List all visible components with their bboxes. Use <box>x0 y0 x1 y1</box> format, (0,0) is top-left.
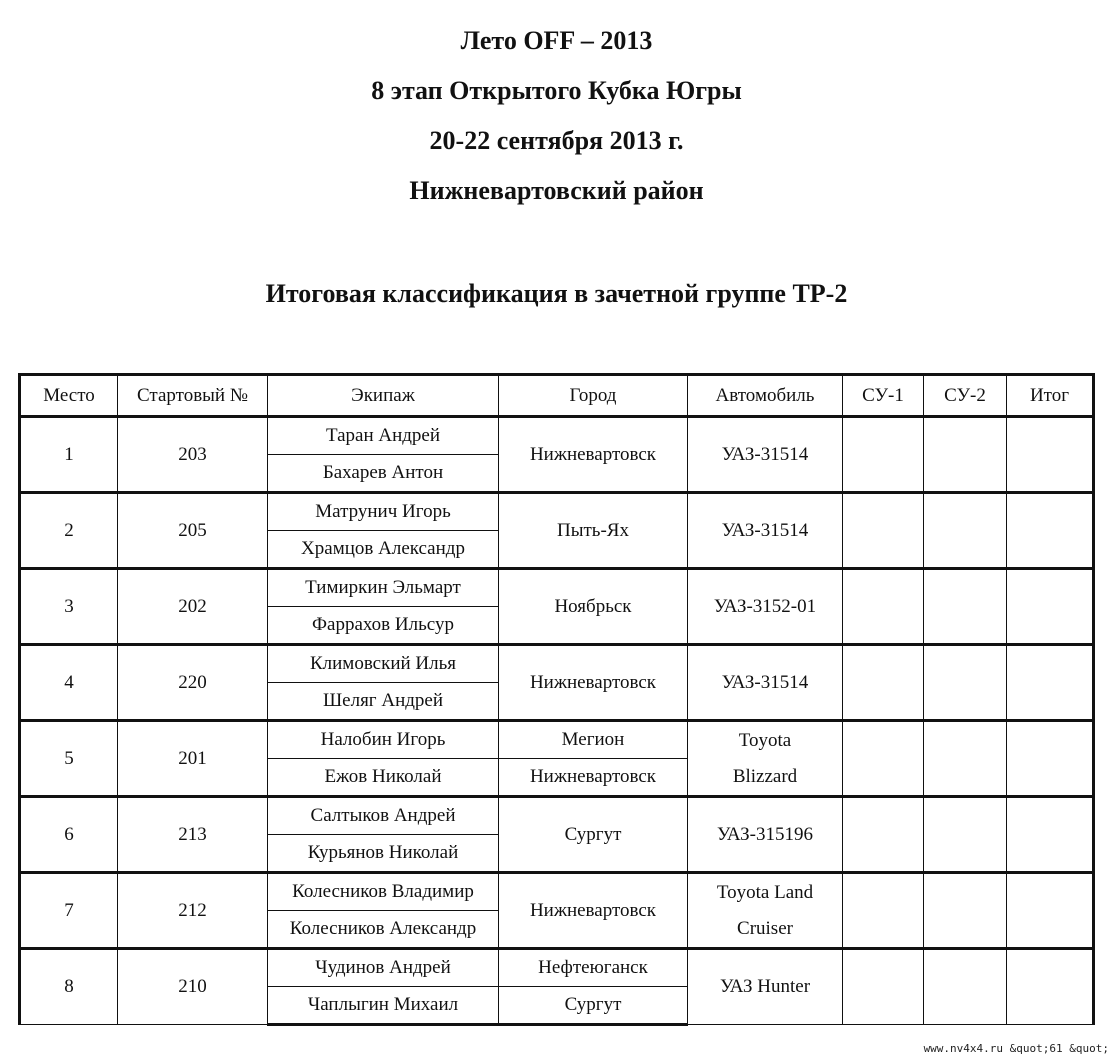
total-cell <box>1007 569 1094 645</box>
ss2-cell <box>924 417 1007 493</box>
ss1-cell <box>843 721 924 797</box>
car-cell <box>688 873 843 949</box>
place-cell: 4 <box>20 645 118 721</box>
crew-navigator-cell: Чаплыгин Михаил <box>268 987 499 1025</box>
crew-driver-cell: Салтыков Андрей <box>268 797 499 835</box>
car-line-1: Toyota Land <box>716 881 814 903</box>
city-cell: Пыть-Ях <box>499 493 688 569</box>
column-header-place: Место <box>20 375 118 417</box>
total-cell <box>1007 417 1094 493</box>
start-number-cell: 212 <box>118 873 268 949</box>
table-row <box>20 949 1094 987</box>
table-row <box>20 873 1094 911</box>
ss1-cell <box>843 645 924 721</box>
crew-navigator-cell: Колесников Александр <box>268 911 499 949</box>
city-cell: Ноябрьск <box>499 569 688 645</box>
ss2-cell <box>924 949 1007 1025</box>
place-cell: 6 <box>20 797 118 873</box>
city-cell-driver: Мегион <box>499 721 688 759</box>
total-cell <box>1007 721 1094 797</box>
car-cell: УАЗ-31514 <box>688 493 843 569</box>
crew-driver-cell: Чудинов Андрей <box>268 949 499 987</box>
table-row <box>20 721 1094 759</box>
city-cell-driver: Нефтеюганск <box>499 949 688 987</box>
crew-navigator-cell: Курьянов Николай <box>268 835 499 873</box>
crew-driver-cell: Таран Андрей <box>268 417 499 455</box>
crew-driver-cell: Налобин Игорь <box>268 721 499 759</box>
ss1-cell <box>843 493 924 569</box>
ss2-cell <box>924 569 1007 645</box>
city-cell: Нижневартовск <box>499 417 688 493</box>
car-line-2: Cruiser <box>737 917 793 939</box>
total-cell <box>1007 873 1094 949</box>
car-line-1: Toyota <box>738 729 792 751</box>
ss2-cell <box>924 645 1007 721</box>
column-header-city: Город <box>499 375 688 417</box>
car-cell: УАЗ-31514 <box>688 417 843 493</box>
crew-driver-cell: Климовский Илья <box>268 645 499 683</box>
crew-driver-cell: Матрунич Игорь <box>268 493 499 531</box>
start-number-cell: 220 <box>118 645 268 721</box>
table-row <box>20 493 1094 531</box>
start-number-cell: 205 <box>118 493 268 569</box>
ss1-cell <box>843 797 924 873</box>
table-row <box>20 417 1094 455</box>
car-cell: УАЗ-315196 <box>688 797 843 873</box>
car-cell: УАЗ Hunter <box>688 949 843 1025</box>
place-cell: 8 <box>20 949 118 1025</box>
place-cell: 2 <box>20 493 118 569</box>
title-stage: 8 этап Открытого Кубка Югры <box>371 76 742 105</box>
crew-navigator-cell: Бахарев Антон <box>268 455 499 493</box>
column-header-start-number: Стартовый № <box>118 375 268 417</box>
title-event: Лето OFF – 2013 <box>460 26 653 55</box>
ss1-cell <box>843 569 924 645</box>
column-header-ss1: СУ-1 <box>843 375 924 417</box>
place-cell: 3 <box>20 569 118 645</box>
city-cell: Нижневартовск <box>499 645 688 721</box>
table-header-row <box>20 375 1094 417</box>
place-cell: 5 <box>20 721 118 797</box>
total-cell <box>1007 493 1094 569</box>
ss1-cell <box>843 417 924 493</box>
city-cell: Нижневартовск <box>499 873 688 949</box>
car-cell: УАЗ-31514 <box>688 645 843 721</box>
crew-navigator-cell: Шеляг Андрей <box>268 683 499 721</box>
place-cell: 1 <box>20 417 118 493</box>
column-header-car: Автомобиль <box>688 375 843 417</box>
table-row <box>20 645 1094 683</box>
city-cell: Сургут <box>499 797 688 873</box>
watermark-text: www.nv4x4.ru &quot;61 &quot; <box>923 1042 1109 1055</box>
crew-driver-cell: Колесников Владимир <box>268 873 499 911</box>
city-cell-navigator: Сургут <box>499 987 688 1025</box>
ss1-cell <box>843 949 924 1025</box>
crew-navigator-cell: Ежов Николай <box>268 759 499 797</box>
start-number-cell: 213 <box>118 797 268 873</box>
crew-navigator-cell: Фаррахов Ильсур <box>268 607 499 645</box>
start-number-cell: 201 <box>118 721 268 797</box>
column-header-ss2: СУ-2 <box>924 375 1007 417</box>
classification-heading: Итоговая классификация в зачетной группе ТР-2 <box>265 279 848 308</box>
total-cell <box>1007 949 1094 1025</box>
ss2-cell <box>924 721 1007 797</box>
car-cell <box>688 721 843 797</box>
ss2-cell <box>924 797 1007 873</box>
column-header-total: Итог <box>1007 375 1094 417</box>
crew-driver-cell: Тимиркин Эльмарт <box>268 569 499 607</box>
start-number-cell: 203 <box>118 417 268 493</box>
table-row <box>20 569 1094 607</box>
results-table <box>18 373 1095 1026</box>
ss2-cell <box>924 493 1007 569</box>
ss1-cell <box>843 873 924 949</box>
start-number-cell: 210 <box>118 949 268 1025</box>
crew-navigator-cell: Храмцов Александр <box>268 531 499 569</box>
car-cell: УАЗ-3152-01 <box>688 569 843 645</box>
place-cell: 7 <box>20 873 118 949</box>
start-number-cell: 202 <box>118 569 268 645</box>
table-row <box>20 797 1094 835</box>
city-cell-navigator: Нижневартовск <box>499 759 688 797</box>
total-cell <box>1007 797 1094 873</box>
ss2-cell <box>924 873 1007 949</box>
column-header-crew: Экипаж <box>268 375 499 417</box>
title-location: Нижневартовский район <box>409 176 704 205</box>
total-cell <box>1007 645 1094 721</box>
title-dates: 20-22 сентября 2013 г. <box>429 126 684 155</box>
car-line-2: Blizzard <box>732 765 798 787</box>
